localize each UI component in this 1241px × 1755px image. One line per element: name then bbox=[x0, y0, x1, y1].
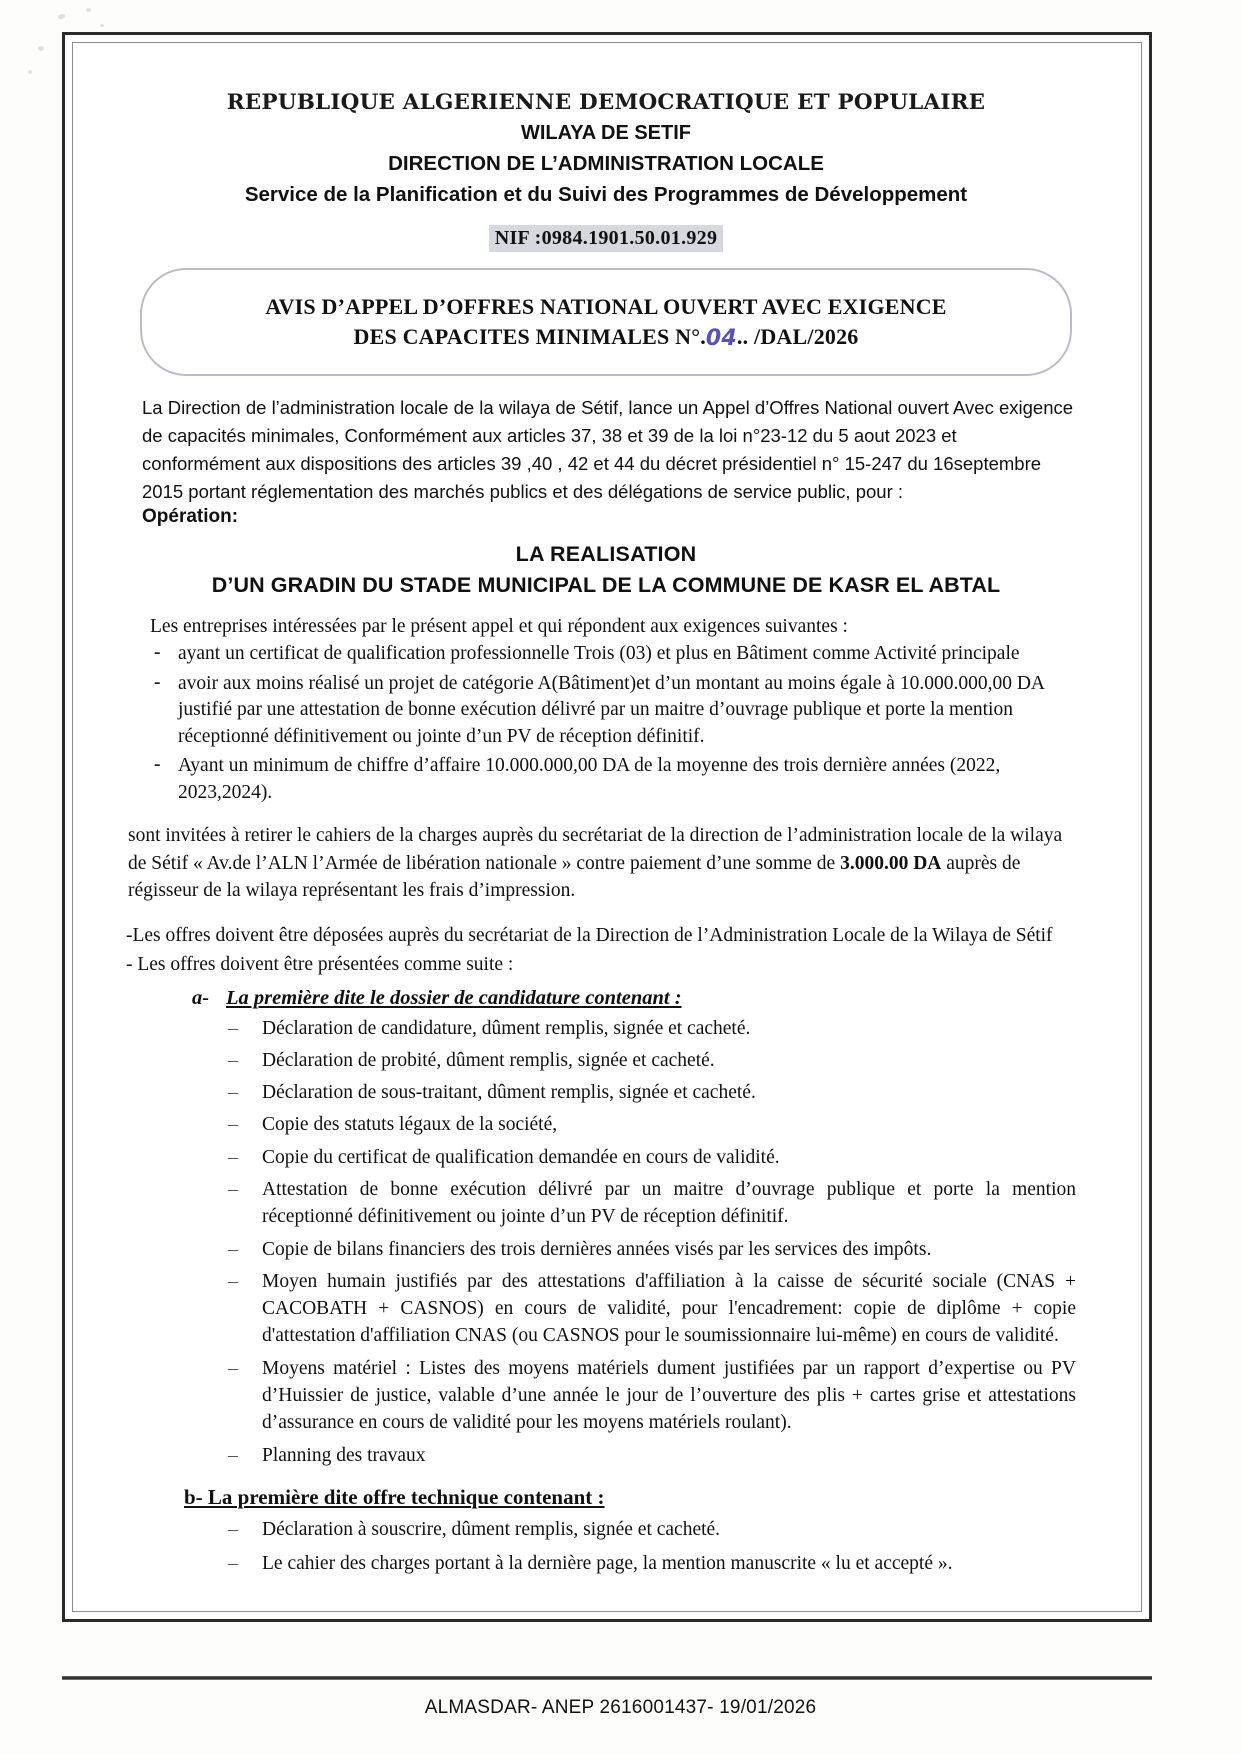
list-item: – Déclaration de sous-traitant, dûment remplis, signée et cacheté. bbox=[262, 1079, 1076, 1106]
list-item: – Copie de bilans financiers des trois dernières années visés par les services des impôts. bbox=[262, 1236, 1076, 1263]
list-item: - ayant un certificat de qualification professionnelle Trois (03) et plus en Bâtiment comme Activité principale bbox=[178, 641, 1082, 668]
footer-divider bbox=[62, 1676, 1152, 1680]
section-a-letter: a- bbox=[192, 986, 210, 1009]
operation-title-line-1: LA REALISATION bbox=[515, 542, 697, 567]
tender-title-box bbox=[140, 268, 1072, 376]
withdrawal-amount: 3.000.00 DA bbox=[840, 852, 942, 874]
list-item: – Déclaration de candidature, dûment remplis, signée et cacheté. bbox=[262, 1015, 1076, 1042]
tender-title-line-2 bbox=[162, 322, 1050, 353]
list-item: – Moyen humain justifiés par des attestations d'affiliation à la caisse de sécurité sociale (CNAS + CACOBATH + CASNOS) en cours de validité, pour l'encadrement: copie de diplôme + copie d'attestation d'affiliation CNAS (ou CASNOS pour le soumissionnaire lui-même) en cours de validité. bbox=[262, 1268, 1076, 1350]
list-item: – Planning des travaux bbox=[262, 1442, 1076, 1469]
offers-submission-block bbox=[126, 922, 1086, 978]
list-item: – Le cahier des charges portant à la dernière page, la mention manuscrite « lu et accepté ». bbox=[262, 1550, 1076, 1578]
scan-speckle bbox=[100, 24, 104, 27]
list-item: – Copie du certificat de qualification demandée en cours de validité. bbox=[262, 1144, 1076, 1171]
scan-speckle bbox=[57, 13, 65, 20]
nif-container bbox=[126, 225, 1086, 252]
section-b-list bbox=[126, 1516, 1086, 1579]
section-b-heading: b- La première dite offre technique contenant : bbox=[184, 1484, 605, 1509]
offers-line-2: - Les offres doivent être présentées comme suite : bbox=[126, 953, 514, 975]
document-content bbox=[86, 60, 1126, 1605]
operation-label: Opération: bbox=[142, 506, 239, 528]
list-item: – Moyens matériel : Listes des moyens matériels dument justifiées par un rapport d’expertise ou PV d’Huissier de justice, valable d’une année le jour de l’ouverture des plis + cartes grise et attestations d’assurance en cours de validité pour les moyens matériels roulant). bbox=[262, 1355, 1076, 1437]
tender-number-suffix: .. /DAL/2026 bbox=[736, 324, 859, 350]
nif-value: NIF :0984.1901.50.01.929 bbox=[489, 225, 724, 252]
header-direction-line: DIRECTION DE L’ADMINISTRATION LOCALE bbox=[388, 152, 824, 175]
list-item: – Déclaration de probité, dûment remplis, signée et cacheté. bbox=[262, 1047, 1076, 1074]
intro-paragraph: La Direction de l’administration locale de la wilaya de Sétif, lance un Appel d’Offres National ouvert Avec exigence de capacités minimales, Conformément aux articles 37, 38 et 39 de la loi n°23-12 du 5 aout 2023 et conformément aux dispositions des articles 39 ,40 , 42 et 44 du décret présidentiel n° 15-247 du 16septembre 2015 portant réglementation des marchés publics et des délégations de service public, pour : bbox=[142, 396, 1074, 503]
tender-number-handwritten: 04 bbox=[705, 326, 737, 352]
list-item: - avoir aux moins réalisé un projet de catégorie A(Bâtiment)et d’un montant au moins égale à 10.000.000,00 DA justifié par une attestation de bonne exécution délivré par un maitre d’ouvrage publique et porte la mention réceptionné définitivement ou jointe d’un PV de réception définitif. bbox=[178, 671, 1082, 751]
header-republic-line: REPUBLIQUE ALGERIENNE DEMOCRATIQUE ET POPULAIRE bbox=[226, 90, 986, 115]
section-a-list bbox=[126, 1015, 1086, 1469]
operation-title bbox=[126, 542, 1086, 598]
offers-line-1: -Les offres doivent être déposées auprès du secrétariat de la Direction de l’Administration Locale de la Wilaya de Sétif bbox=[126, 925, 1053, 947]
list-item: – Attestation de bonne exécution délivré par un maitre d’ouvrage publique et porte la mention réceptionné définitivement ou jointe d’un PV de réception définitif. bbox=[262, 1176, 1076, 1231]
requirements-intro: Les entreprises intéressées par le présent appel et qui répondent aux exigences suivantes : bbox=[150, 616, 848, 638]
withdrawal-paragraph bbox=[128, 822, 1084, 904]
tender-number-prefix: DES CAPACITES MINIMALES N°. bbox=[353, 324, 706, 350]
withdrawal-text-before: sont invitées à retirer le cahiers de la charges auprès du secrétariat de la direction de l’administration locale de la wilaya de Sétif « Av.de l’ALN l’Armée de libération nationale » contre paiement d’une somme de bbox=[128, 825, 1063, 874]
scan-speckle bbox=[38, 46, 44, 51]
section-a-heading bbox=[192, 987, 1086, 1010]
list-item: - Ayant un minimum de chiffre d’affaire 10.000.000,00 DA de la moyenne des trois dernière années (2022, 2023,2024). bbox=[178, 753, 1082, 806]
header-wilaya-line: WILAYA DE SETIF bbox=[520, 122, 692, 144]
tender-title-line-1: AVIS D’APPEL D’OFFRES NATIONAL OUVERT AVEC EXIGENCE bbox=[265, 294, 947, 319]
requirements-list bbox=[126, 641, 1086, 806]
scan-speckle bbox=[28, 70, 32, 74]
list-item: – Copie des statuts légaux de la société, bbox=[262, 1111, 1076, 1138]
footer-reference: ALMASDAR- ANEP 2616001437- 19/01/2026 bbox=[424, 1697, 817, 1718]
list-item: – Déclaration à souscrire, dûment remplis, signée et cacheté. bbox=[262, 1516, 1076, 1544]
operation-title-line-2: D’UN GRADIN DU STADE MUNICIPAL DE LA COMMUNE DE KASR EL ABTAL bbox=[211, 573, 1001, 598]
document-header bbox=[126, 90, 1086, 207]
section-a-title: La première dite le dossier de candidature contenant : bbox=[226, 986, 682, 1009]
withdrawal-text-after: auprès de régisseur de la wilaya représentant les frais d’impression. bbox=[128, 852, 1021, 901]
header-service-line: Service de la Planification et du Suivi des Programmes de Développement bbox=[244, 183, 968, 206]
scan-speckle bbox=[86, 8, 91, 12]
